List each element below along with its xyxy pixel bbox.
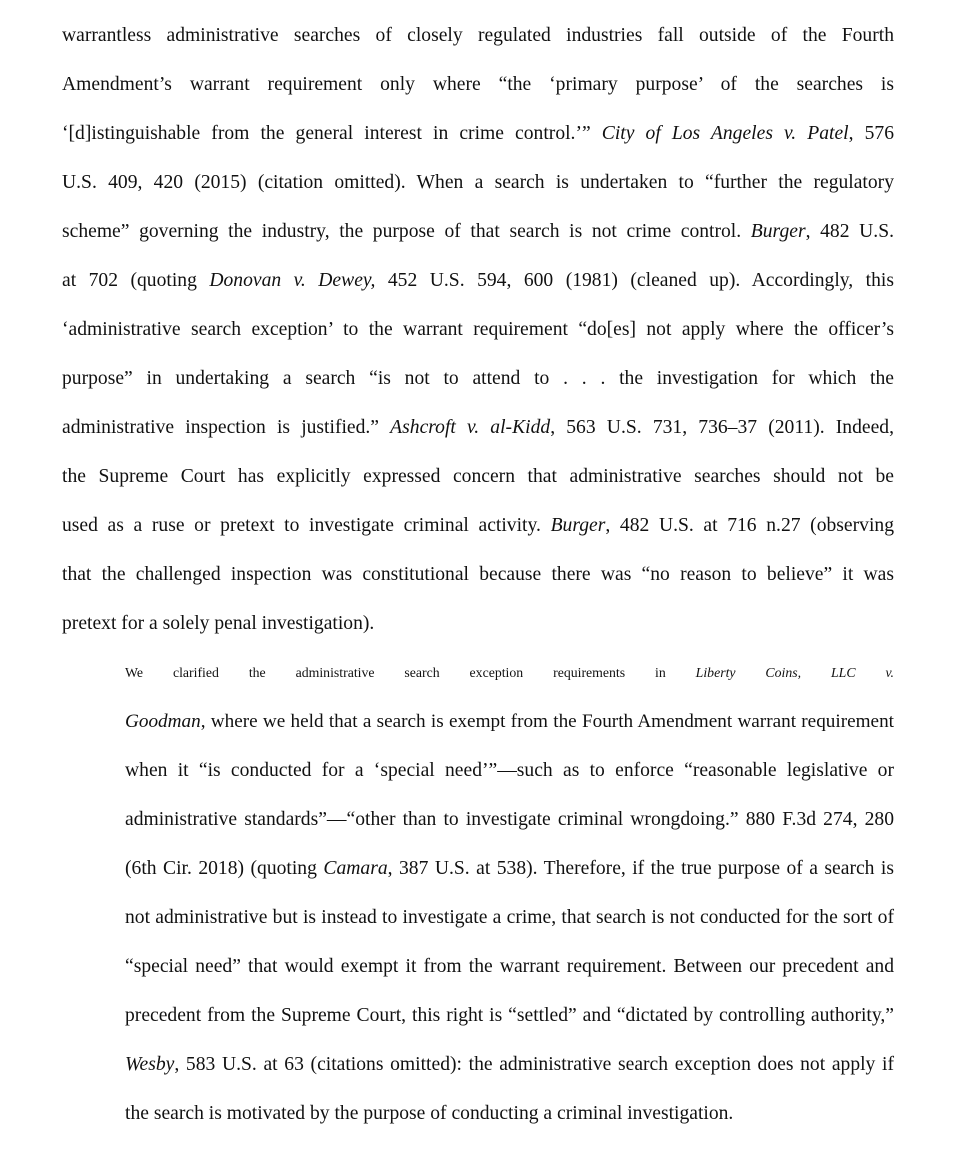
text-run: , 576 bbox=[848, 123, 895, 144]
text-run: warrantless administrative searches of closely regulated industries fall outside of the Fourth bbox=[62, 25, 894, 46]
text-line bbox=[62, 207, 894, 256]
text-run: , 583 U.S. at 63 (citations omitted): the administrative search exception does not apply if bbox=[174, 1054, 894, 1075]
text-run: the Supreme Court has explicitly expressed concern that administrative searches should not be bbox=[62, 466, 894, 487]
text-line bbox=[62, 11, 894, 60]
case-citation: Camara bbox=[323, 858, 388, 879]
text-line bbox=[62, 354, 894, 403]
text-line bbox=[62, 550, 894, 599]
case-citation: Donovan v. Dewey, bbox=[209, 270, 376, 291]
case-citation: Wesby bbox=[125, 1054, 175, 1075]
text-line bbox=[62, 844, 894, 893]
paragraph-liberty-coins bbox=[62, 648, 894, 1138]
text-run: when it “is conducted for a ‘special need’”—such as to enforce “reasonable legislative or bbox=[125, 760, 894, 781]
text-line bbox=[62, 942, 894, 991]
case-citation: Burger bbox=[550, 515, 606, 536]
text-run: administrative inspection is justified.” bbox=[62, 417, 391, 438]
text-line bbox=[62, 697, 894, 746]
text-run: We clarified the administrative search exception requirements in bbox=[125, 665, 696, 680]
text-run: ‘administrative search exception’ to the warrant requirement “do[es] not apply where the officer’s bbox=[62, 319, 894, 340]
text-run: at 702 (quoting bbox=[62, 270, 210, 291]
text-line bbox=[62, 991, 894, 1040]
text-run: 452 U.S. 594, 600 (1981) (cleaned up). Accordingly, this bbox=[375, 270, 894, 291]
text-line bbox=[62, 893, 894, 942]
text-line bbox=[62, 305, 894, 354]
text-line bbox=[62, 60, 894, 109]
text-line bbox=[62, 746, 894, 795]
text-run: (6th Cir. 2018) (quoting bbox=[125, 858, 324, 879]
text-line bbox=[62, 256, 894, 305]
text-run: , 563 U.S. 731, 736–37 (2011). Indeed, bbox=[550, 417, 894, 438]
text-line bbox=[62, 109, 894, 158]
text-run: pretext for a solely penal investigation). bbox=[62, 613, 375, 634]
body-text bbox=[62, 11, 894, 1138]
text-run: used as a ruse or pretext to investigate criminal activity. bbox=[62, 515, 551, 536]
text-run: , where we held that a search is exempt from the Fourth Amendment warrant requirement bbox=[200, 711, 894, 732]
text-line bbox=[62, 452, 894, 501]
text-run: not administrative but is instead to investigate a crime, that search is not conducted for the sort of bbox=[125, 907, 894, 928]
paragraph-continued bbox=[62, 11, 894, 648]
text-run: administrative standards”—“other than to investigate criminal wrongdoing.” 880 F.3d 274, 280 bbox=[125, 809, 894, 830]
case-citation: City of Los Angeles v. Patel bbox=[601, 123, 849, 144]
text-run: , 482 U.S. at 716 n.27 (observing bbox=[605, 515, 894, 536]
text-line bbox=[62, 403, 894, 452]
text-run: that the challenged inspection was constitutional because there was “no reason to believe” it was bbox=[62, 564, 894, 585]
case-citation: Burger bbox=[750, 221, 806, 242]
text-run: ‘[d]istinguishable from the general interest in crime control.’” bbox=[62, 123, 602, 144]
text-line bbox=[62, 1089, 894, 1138]
text-run: scheme” governing the industry, the purpose of that search is not crime control. bbox=[62, 221, 751, 242]
case-citation: Goodman bbox=[125, 711, 201, 732]
text-line bbox=[62, 158, 894, 207]
text-run: Amendment’s warrant requirement only where “the ‘primary purpose’ of the searches is bbox=[62, 74, 894, 95]
text-run: purpose” in undertaking a search “is not to attend to . . . the investigation for which the bbox=[62, 368, 894, 389]
case-citation: Ashcroft v. al-Kidd bbox=[390, 417, 551, 438]
text-line bbox=[62, 648, 894, 697]
text-run: the search is motivated by the purpose of conducting a criminal investigation. bbox=[125, 1103, 734, 1124]
text-run: precedent from the Supreme Court, this right is “settled” and “dictated by controlling authority,” bbox=[125, 1005, 894, 1026]
text-line bbox=[62, 795, 894, 844]
text-run: , 482 U.S. bbox=[805, 221, 895, 242]
text-run: , 387 U.S. at 538). Therefore, if the true purpose of a search is bbox=[387, 858, 894, 879]
text-run: U.S. 409, 420 (2015) (citation omitted). When a search is undertaken to “further the regulatory bbox=[62, 172, 894, 193]
text-run: “special need” that would exempt it from the warrant requirement. Between our precedent and bbox=[125, 956, 894, 977]
case-citation: Liberty Coins, LLC v. bbox=[695, 665, 894, 680]
text-line bbox=[62, 1040, 894, 1089]
text-line bbox=[62, 501, 894, 550]
text-line bbox=[62, 599, 894, 648]
